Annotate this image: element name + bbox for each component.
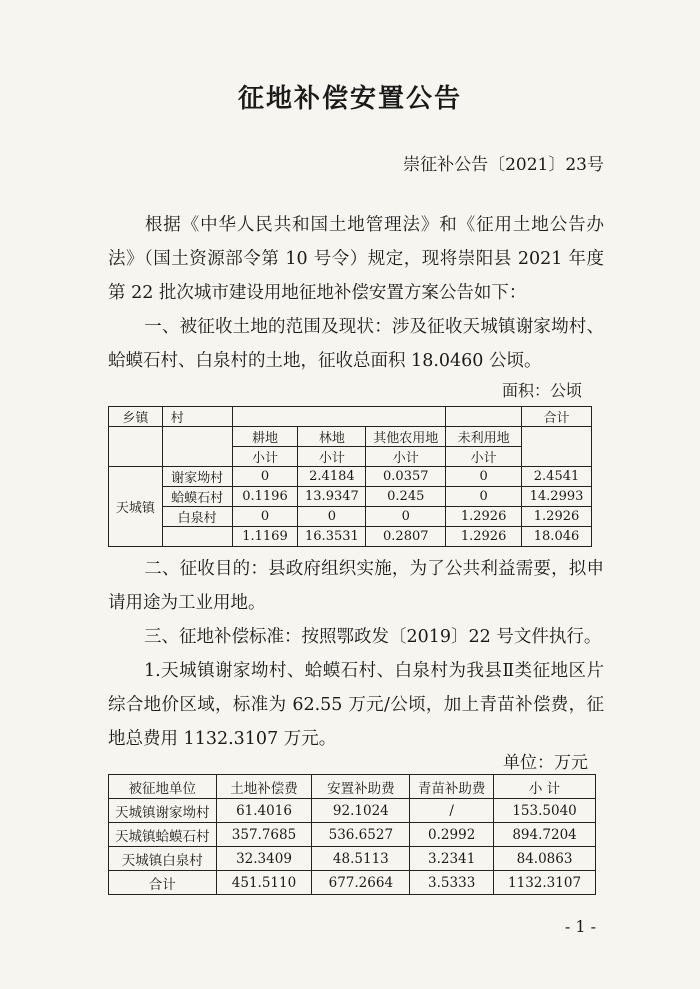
value-cell: 3.2341 (410, 847, 494, 871)
sum-cell: 451.5110 (216, 871, 312, 895)
section-1-paragraph (108, 310, 604, 378)
header-subtotal-cultivated: 小计 (232, 447, 298, 467)
value-cell: 0.0357 (366, 467, 446, 487)
header-forest: 林地 (298, 427, 366, 447)
section-3-text: 三、征地补偿标准：按照鄂政发〔2019〕22 号文件执行。 (144, 627, 602, 647)
document-title: 征地补偿安置公告 (237, 84, 462, 114)
header-other-agri: 其他农用地 (366, 427, 446, 447)
unit-cell: 天城镇谢家坳村 (109, 799, 217, 823)
value-cell: 61.4016 (216, 799, 312, 823)
section-3-item-1-text: 1.天城镇谢家坳村、蛤蟆石村、白泉村为我县Ⅱ类征地区片综合地价区域，标准为 62.55 万元/公顷，加上青苗补偿费，征地总费用 1132.3107 万元。 (108, 661, 604, 749)
intro-paragraph (108, 208, 604, 310)
value-cell: 32.3409 (216, 847, 312, 871)
town-cell: 天城镇 (109, 467, 163, 547)
value-cell: 1.2926 (522, 507, 592, 527)
value-cell: 0 (446, 487, 522, 507)
value-cell: 0.1196 (232, 487, 298, 507)
value-cell: 536.6527 (312, 823, 410, 847)
section-2-paragraph (108, 552, 604, 620)
sum-cell: 18.046 (522, 527, 592, 547)
value-cell: 13.9347 (298, 487, 366, 507)
value-cell: 1.2926 (446, 507, 522, 527)
sum-cell: 1132.3107 (494, 871, 596, 895)
table-sum-row (109, 527, 592, 547)
value-cell: 0 (366, 507, 446, 527)
value-cell: 894.7204 (494, 823, 596, 847)
section-2-text: 二、征收目的：县政府组织实施，为了公共利益需要，拟申请用途为工业用地。 (108, 559, 604, 613)
section-1-text: 一、被征收土地的范围及现状：涉及征收天城镇谢家坳村、蛤蟆石村、白泉村的土地，征收总面积 18.0460 公顷。 (108, 317, 604, 371)
table-row (109, 467, 592, 487)
header-total: 合计 (522, 407, 592, 427)
unit-cell: 天城镇蛤蟆石村 (109, 823, 217, 847)
value-cell: 0 (232, 467, 298, 487)
table-row (109, 823, 596, 847)
value-cell: 357.7685 (216, 823, 312, 847)
value-cell: 153.5040 (494, 799, 596, 823)
sum-cell: 1.2926 (446, 527, 522, 547)
value-cell: 84.0863 (494, 847, 596, 871)
header-subtotal-other: 小计 (366, 447, 446, 467)
header-cell: 土地补偿费 (216, 775, 312, 799)
village-cell: 白泉村 (162, 507, 232, 527)
table-row (109, 847, 596, 871)
header-cell: 被征地单位 (109, 775, 217, 799)
value-cell: 0.2992 (410, 823, 494, 847)
value-cell: 2.4541 (522, 467, 592, 487)
sum-cell: 1.1169 (232, 527, 298, 547)
unit-cell: 天城镇白泉村 (109, 847, 217, 871)
table-sum-row (109, 871, 596, 895)
header-subtotal-forest: 小计 (298, 447, 366, 467)
table-row (109, 487, 592, 507)
value-cell: 0 (232, 507, 298, 527)
value-cell: 0 (298, 507, 366, 527)
header-cultivated: 耕地 (232, 427, 298, 447)
table1-unit: 面积：公顷 (501, 381, 582, 400)
value-cell: 2.4184 (298, 467, 366, 487)
table2-unit: 单位：万元 (503, 753, 588, 773)
header-cell: 安置补助费 (312, 775, 410, 799)
sum-cell: 0.2807 (366, 527, 446, 547)
value-cell: 92.1024 (312, 799, 410, 823)
sum-cell: 677.2664 (312, 871, 410, 895)
table-header-row (109, 775, 596, 799)
table-row (109, 507, 592, 527)
header-town: 乡镇 (109, 407, 163, 427)
compensation-table (108, 774, 596, 895)
value-cell: 14.2993 (522, 487, 592, 507)
value-cell: 0.245 (366, 487, 446, 507)
value-cell: / (410, 799, 494, 823)
document-number: 崇征补公告〔2021〕23号 (403, 155, 604, 175)
value-cell: 0 (446, 467, 522, 487)
header-cell: 小 计 (494, 775, 596, 799)
page-number: - 1 - (564, 917, 596, 936)
value-cell: 48.5113 (312, 847, 410, 871)
section-3-paragraph (108, 620, 604, 654)
section-3-item-1 (108, 654, 604, 756)
village-cell: 蛤蟆石村 (162, 487, 232, 507)
land-area-table (108, 406, 592, 547)
header-subtotal-unused: 小计 (446, 447, 522, 467)
sum-cell: 16.3531 (298, 527, 366, 547)
header-unused: 未利用地 (446, 427, 522, 447)
village-cell: 谢家坳村 (162, 467, 232, 487)
unit-cell: 合计 (109, 871, 217, 895)
header-cell: 青苗补助费 (410, 775, 494, 799)
table-row (109, 799, 596, 823)
header-village: 村 (162, 407, 232, 427)
sum-cell: 3.5333 (410, 871, 494, 895)
intro-text: 根据《中华人民共和国土地管理法》和《征用土地公告办法》（国土资源部令第 10 号令）规定，现将崇阳县 2021 年度第 22 批次城市建设用地征地补偿安置方案公告如下： (108, 215, 604, 303)
